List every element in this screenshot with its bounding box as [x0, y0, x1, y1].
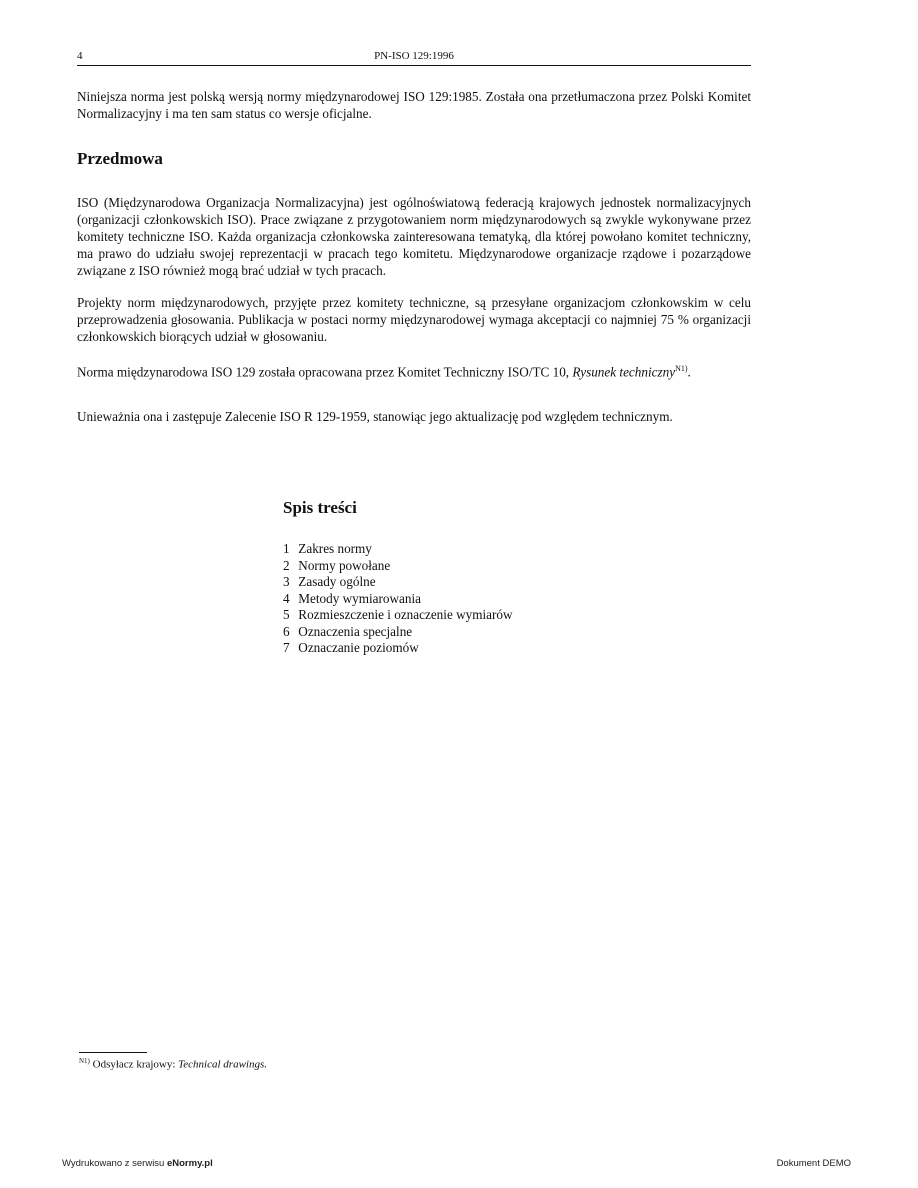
footer-demo-label: Dokument DEMO [776, 1158, 851, 1169]
intro-paragraph: Niniejsza norma jest polską wersją normy międzynarodowej ISO 129:1985. Została ona przetłumaczona przez Polski Komitet Normalizacyjny i ma ten sam status co wersje oficjalne. [77, 89, 751, 121]
footer-brand-link[interactable]: eNormy.pl [166, 1158, 213, 1169]
footer-printed-text: Wydrukowano z serwisu [62, 1158, 167, 1169]
toc-item [283, 574, 513, 591]
toc-item [283, 541, 513, 558]
footnote [79, 1057, 267, 1071]
toc-item-label: Normy powołane [298, 557, 391, 573]
footer-printed-from [62, 1158, 213, 1169]
foreword-paragraph-2: Projekty norm międzynarodowych, przyjęte przez komitety techniczne, są przesyłane organizacjom członkowskim w celu przeprowadzenia głosowania. Publikacja w postaci normy międzynarodowej wymaga akceptacji co najmniej 75 % organizacji członkowskich biorących udział w głosowaniu. [77, 295, 751, 344]
standard-id: PN-ISO 129:1996 [374, 50, 454, 62]
toc-item-label: Rozmieszczenie i oznaczenie wymiarów [298, 607, 513, 622]
toc-item-number: 5 [283, 607, 290, 622]
footnote-divider [79, 1052, 147, 1053]
toc-list [283, 541, 513, 657]
foreword-paragraph-3-text: Norma międzynarodowa ISO 129 została opracowana przez Komitet Techniczny ISO/TC 10, [77, 364, 573, 380]
toc-item-label: Oznaczenia specjalne [298, 623, 413, 639]
foreword-paragraph-3-end: . [687, 364, 691, 380]
toc-item [283, 640, 513, 657]
footnote-text: Odsyłacz krajowy: [92, 1058, 179, 1071]
toc-item-number: 6 [283, 623, 290, 639]
foreword-paragraph-3-italic: Rysunek techniczny [572, 364, 676, 380]
toc-item-number: 1 [283, 541, 290, 556]
footnote-italic: Technical drawings. [178, 1058, 267, 1071]
foreword-paragraph-1: ISO (Międzynarodowa Organizacja Normalizacyjna) jest ogólnoświatową federacją krajowych jednostek normalizacyjnych (organizacji członkowskich ISO). Prace związane z przygotowaniem norm międzynarodowych są zwykle wykonywane przez komitety techniczne ISO. Każda organizacja członkowska zainteresowana tematyką, dla której powołano komitet techniczny, ma prawo do udziału swojej reprezentacji w pracach tego komitetu. Międzynarodowe organizacje rządowe i pozarządowe związane z ISO również mogą brać udział w tych pracach. [77, 195, 751, 278]
toc-item-number: 2 [283, 557, 290, 573]
toc-item [283, 607, 513, 624]
toc-item-label: Zasady ogólne [298, 574, 376, 589]
foreword-paragraph-3 [77, 360, 751, 380]
toc-item-number: 4 [283, 590, 290, 606]
footnote-marker: N1) [79, 1057, 90, 1065]
toc-item [283, 591, 513, 608]
toc-item-label: Oznaczanie poziomów [298, 640, 419, 655]
toc-item-label: Zakres normy [298, 541, 372, 556]
toc-item-number: 3 [283, 574, 290, 589]
toc-item-number: 7 [283, 640, 290, 655]
foreword-heading: Przedmowa [77, 149, 163, 168]
foreword-paragraph-4: Unieważnia ona i zastępuje Zalecenie ISO R 129-1959, stanowiąc jego aktualizację pod względem technicznym. [77, 409, 673, 424]
toc-item [283, 624, 513, 641]
toc-item [283, 558, 513, 575]
page-number: 4 [77, 50, 83, 62]
toc-item-label: Metody wymiarowania [298, 590, 421, 606]
national-note-marker: N1) [675, 364, 688, 373]
toc-title: Spis treści [283, 498, 357, 517]
running-header [77, 49, 751, 66]
